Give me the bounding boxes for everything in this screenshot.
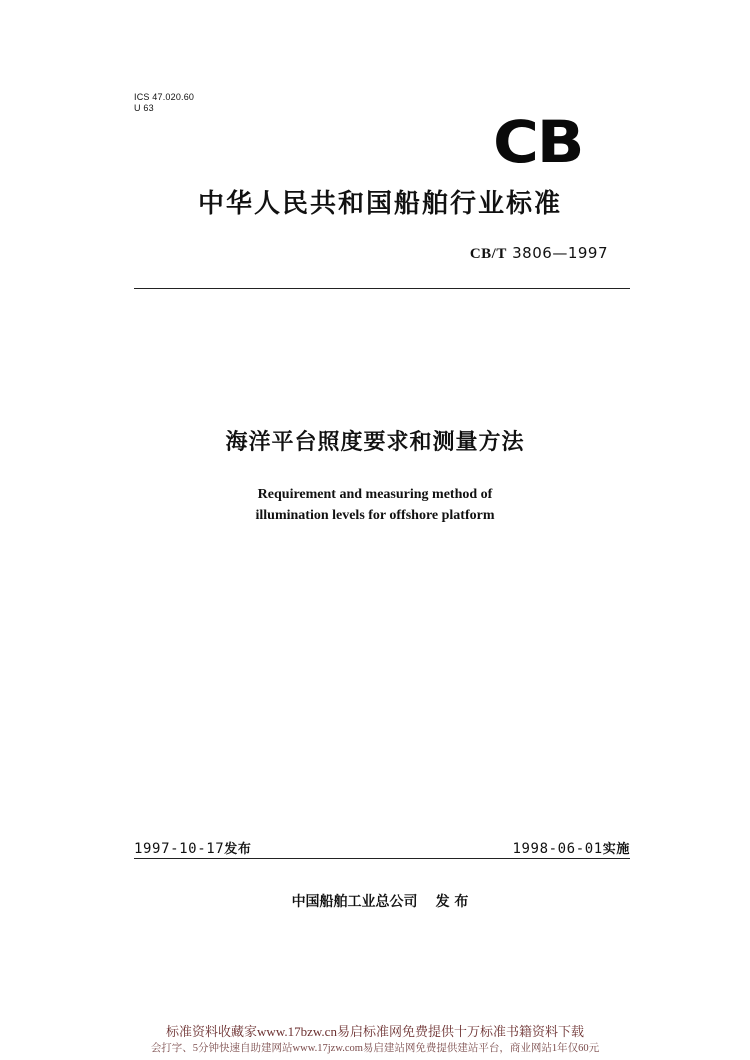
top-divider [134, 288, 630, 289]
issue-date-block [134, 838, 252, 857]
standard-code: 3806—1997 [512, 244, 608, 262]
document-title-english [0, 484, 750, 526]
title-en-line-1: Requirement and measuring method of [257, 487, 493, 502]
ccs-code: U 63 [134, 103, 154, 113]
ics-code: ICS 47.020.60 [134, 92, 195, 102]
cb-logo: CB [493, 108, 583, 176]
implementation-date: 1998-06-01 [512, 841, 603, 857]
implementation-date-block [513, 838, 631, 857]
classification-codes [134, 92, 194, 114]
organization-title: 中华人民共和国船舶行业标准 [197, 189, 562, 219]
issue-label: 发布 [224, 842, 252, 857]
standard-number [470, 244, 608, 263]
bottom-divider [134, 858, 630, 859]
watermark-line-1: 标准资料收藏家www.17bzw.cn易启标准网免费提供十万标准书籍资料下载 [166, 1024, 584, 1039]
standard-prefix: CB/T [469, 246, 507, 262]
document-title-chinese: 海洋平台照度要求和测量方法 [225, 430, 525, 455]
title-en-line-2: illumination levels for offshore platform [255, 508, 495, 523]
watermark-line-2: 会打字、5分钟快速自助建网站www.17jzw.com易启建站网免费提供建站平台，商业网站1年仅60元 [150, 1043, 600, 1054]
publisher [0, 891, 750, 911]
publisher-action: 发 布 [435, 894, 469, 910]
implementation-label: 实施 [602, 842, 630, 857]
issue-date: 1997-10-17 [134, 841, 225, 857]
publisher-name: 中国船舶工业总公司 [291, 894, 418, 910]
